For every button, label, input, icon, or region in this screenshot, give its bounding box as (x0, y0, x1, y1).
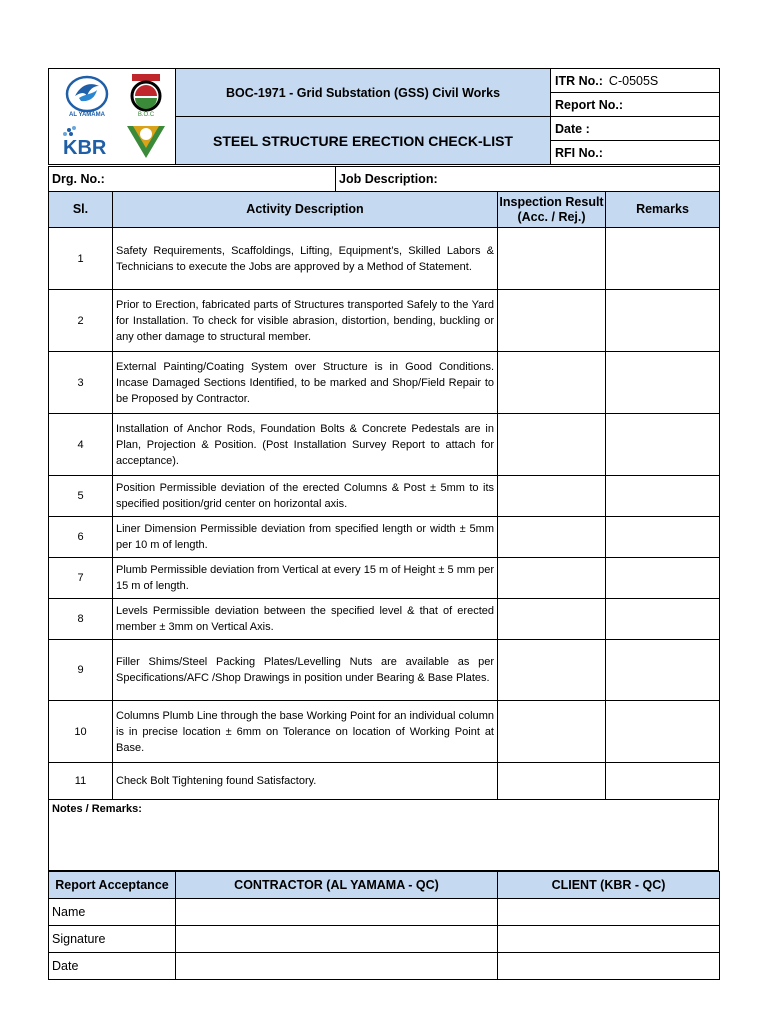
inspection-result-cell[interactable] (498, 763, 606, 800)
inspection-result-cell[interactable] (498, 228, 606, 290)
row-sl: 9 (49, 640, 113, 701)
inspection-result-cell[interactable] (498, 290, 606, 352)
remarks-cell[interactable] (606, 290, 720, 352)
row-description: Levels Permissible deviation between the specified level & that of erected member ± 3mm on Vertical Axis. (113, 599, 498, 640)
notes-box[interactable] (48, 800, 719, 871)
row-sl: 8 (49, 599, 113, 640)
remarks-cell[interactable] (606, 558, 720, 599)
signature-row-label: Signature (49, 926, 176, 953)
project-name: BOC-1971 - Grid Substation (GSS) Civil Works (176, 69, 551, 117)
inspection-result-cell[interactable] (498, 517, 606, 558)
itr-value: C-0505S (608, 73, 659, 88)
logo-cell (49, 69, 176, 165)
row-sl: 2 (49, 290, 113, 352)
inspection-result-cell[interactable] (498, 414, 606, 476)
row-description: External Painting/Coating System over Structure is in Good Conditions. Incase Damaged Sections Identified, to be marked and Shop/Field Repair to be Proposed by Contractor. (113, 352, 498, 414)
svg-text:B.O.C: B.O.C (137, 111, 155, 118)
table-row (49, 517, 720, 558)
row-sl: 5 (49, 476, 113, 517)
table-row (49, 763, 720, 800)
contractor-name-cell[interactable] (176, 899, 498, 926)
svg-text:AL YAMAMA: AL YAMAMA (69, 111, 105, 118)
checklist-table (48, 191, 720, 800)
row-description: Liner Dimension Permissible deviation from specified length or width ± 5mm per 10 m of length. (113, 517, 498, 558)
col-sl: Sl. (49, 192, 113, 228)
row-sl: 10 (49, 701, 113, 763)
client-header: CLIENT (KBR - QC) (498, 872, 720, 899)
row-description: Columns Plumb Line through the base Working Point for an individual column is in precise location ± 6mm on Tolerance on location of Working Point at Base. (113, 701, 498, 763)
table-row (49, 228, 720, 290)
kbr-logo (57, 122, 115, 158)
acceptance-table (48, 871, 720, 980)
remarks-cell[interactable] (606, 701, 720, 763)
row-description: Check Bolt Tightening found Satisfactory. (113, 763, 498, 800)
row-description: Plumb Permissible deviation from Vertical at every 15 m of Height ± 5 mm per 15 m of length. (113, 558, 498, 599)
inspection-result-cell[interactable] (498, 701, 606, 763)
drawing-job-row (48, 166, 720, 192)
table-row (49, 558, 720, 599)
report-no-field: Report No.: (551, 93, 720, 117)
contractor-signature-cell[interactable] (176, 926, 498, 953)
remarks-cell[interactable] (606, 517, 720, 558)
col-activity: Activity Description (113, 192, 498, 228)
remarks-cell[interactable] (606, 352, 720, 414)
checklist-title: STEEL STRUCTURE ERECTION CHECK-LIST (176, 117, 551, 165)
client-date-cell[interactable] (498, 953, 720, 980)
row-sl: 6 (49, 517, 113, 558)
row-sl: 11 (49, 763, 113, 800)
boc-logo (123, 72, 169, 118)
row-description: Prior to Erection, fabricated parts of Structures transported Safely to the Yard for Installation. To check for visible abrasion, distortion, bending, buckling or any other damage to structural member. (113, 290, 498, 352)
inspection-result-cell[interactable] (498, 640, 606, 701)
inspection-result-cell[interactable] (498, 476, 606, 517)
row-sl: 7 (49, 558, 113, 599)
row-description: Filler Shims/Steel Packing Plates/Levelling Nuts are available as per Specifications/AFC /Shop Drawings in position under Bearing & Base Plates. (113, 640, 498, 701)
row-sl: 1 (49, 228, 113, 290)
rfi-field: RFI No.: (551, 141, 720, 165)
table-row (49, 290, 720, 352)
inspection-result-cell[interactable] (498, 599, 606, 640)
inspection-result-cell[interactable] (498, 558, 606, 599)
remarks-cell[interactable] (606, 640, 720, 701)
row-sl: 4 (49, 414, 113, 476)
remarks-cell[interactable] (606, 228, 720, 290)
table-row (49, 352, 720, 414)
col-remarks: Remarks (606, 192, 720, 228)
drawing-no-label: Drg. No.: (49, 167, 336, 192)
notes-label: Notes / Remarks: (52, 803, 142, 815)
al-yamama-logo (63, 74, 111, 118)
client-name-cell[interactable] (498, 899, 720, 926)
remarks-cell[interactable] (606, 763, 720, 800)
job-description-label: Job Description: (336, 167, 720, 192)
table-row (49, 414, 720, 476)
table-row (49, 476, 720, 517)
table-row (49, 640, 720, 701)
header-table (48, 68, 720, 165)
client-signature-cell[interactable] (498, 926, 720, 953)
table-row (49, 701, 720, 763)
contractor-header: CONTRACTOR (AL YAMAMA - QC) (176, 872, 498, 899)
remarks-cell[interactable] (606, 414, 720, 476)
row-description: Installation of Anchor Rods, Foundation Bolts & Concrete Pedestals are in Plan, Projection & Position. (Post Installation Survey Report to attach for acceptance). (113, 414, 498, 476)
svg-text:KBR: KBR (63, 136, 107, 158)
row-description: Safety Requirements, Scaffoldings, Lifting, Equipment’s, Skilled Labors & Technicians to execute the Jobs are approved by a Method of Statement. (113, 228, 498, 290)
itr-field: ITR No.: C-0505S (551, 69, 720, 93)
col-inspection: Inspection Result (Acc. / Rej.) (498, 192, 606, 228)
date-field: Date : (551, 117, 720, 141)
v-emblem-logo (125, 120, 167, 160)
row-description: Position Permissible deviation of the erected Columns & Post ± 5mm to its specified position/grid center on horizontal axis. (113, 476, 498, 517)
report-acceptance-header: Report Acceptance (49, 872, 176, 899)
contractor-date-cell[interactable] (176, 953, 498, 980)
inspection-result-cell[interactable] (498, 352, 606, 414)
date-row-label: Date (49, 953, 176, 980)
remarks-cell[interactable] (606, 476, 720, 517)
remarks-cell[interactable] (606, 599, 720, 640)
name-row-label: Name (49, 899, 176, 926)
row-sl: 3 (49, 352, 113, 414)
table-row (49, 599, 720, 640)
